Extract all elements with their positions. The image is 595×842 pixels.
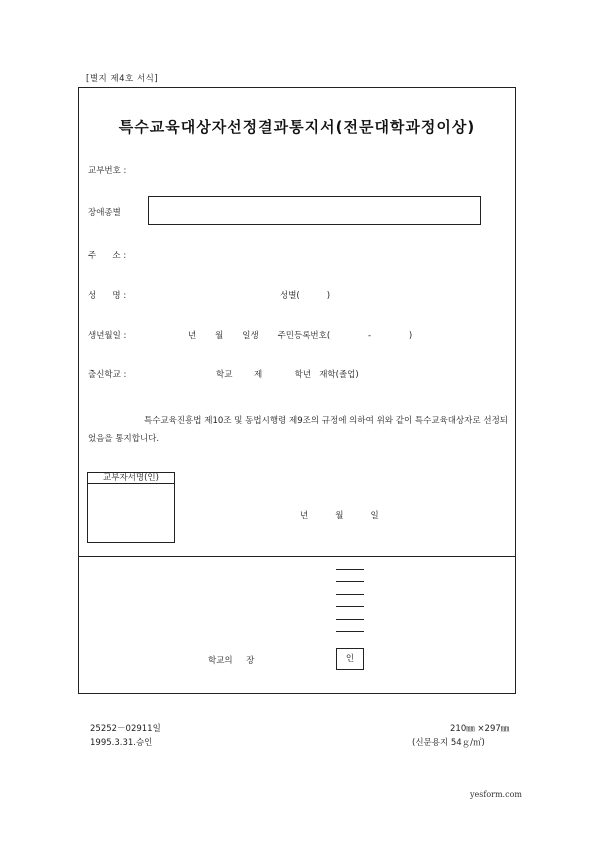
approval-line [336,631,364,632]
form-code: 25252－02911일 [90,724,161,734]
approval-line [336,606,364,607]
birth-date-field: 년 월 일생 주민등록번호( - ) [188,331,413,341]
approval-line [336,569,364,570]
issue-date: 년 월 일 [300,511,379,521]
approval-line [336,581,364,582]
signature-box-label: 교부자서명(인) [87,472,175,484]
disability-type-label: 장애종별 [88,208,121,218]
paper-type: (신문용지 54ｇ/㎡) [412,738,485,748]
birth-date-label: 생년월일 : [88,331,127,341]
disability-type-field[interactable] [148,196,481,225]
approval-date: 1995.3.31.승인 [90,738,153,748]
approval-line [336,594,364,595]
issue-number-label: 교부번호 : [88,166,127,176]
form-title: 특수교육대상자선정결과통지서(전문대학과정이상) [118,118,476,136]
gender-field: 성별( ) [280,291,331,301]
form-frame [78,87,516,694]
address-label: 주 소 : [88,251,127,261]
principal-label: 학교의 장 [208,656,255,666]
watermark: yesform.com [470,790,522,799]
approval-line [336,619,364,620]
paper-size: 210㎜ ×297㎜ [450,724,510,734]
section-divider [78,556,516,557]
school-field: 학교 제 학년 재학(졸업) [216,370,359,380]
form-number-tag: [별지 제4호 서식] [86,74,159,84]
seal-box: 인 [336,648,364,670]
notice-text: 특수교육진흥법 제10조 및 동법시행령 제9조의 규정에 의하여 위와 같이 특수교육대상자로 선정되었음을 통지합니다. [88,416,508,444]
name-label: 성 명 : [88,291,127,301]
school-label: 출신학교 : [88,370,127,380]
